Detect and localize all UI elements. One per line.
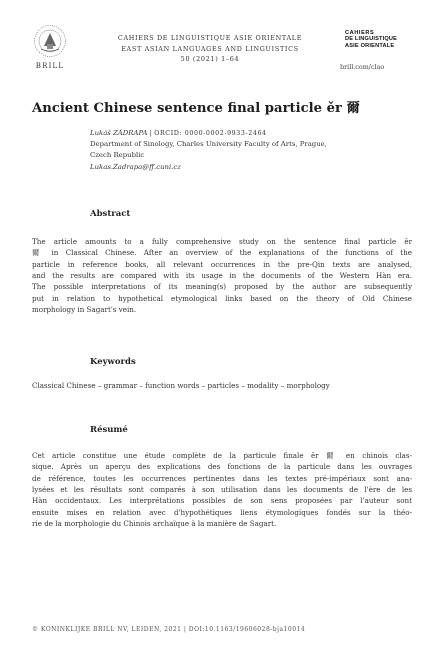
resume-line: sique. Après un aperçu des explications des fonctions de la particule dans les ouvrages [32, 462, 412, 472]
journal-title-en: EAST ASIAN LANGUAGES AND LINGUISTICS [121, 44, 299, 53]
resume-line: Cet article constitue une étude complète de la particule finale ěr 爾 en chinois clas- [32, 451, 412, 460]
copyright-footer: © KONINKLIJKE BRILL NV, LEIDEN, 2021 | DOI:10.1163/19606028-bja10014 [32, 626, 306, 633]
clao-logo-line: DE LINGUISTIQUE [345, 36, 398, 43]
abstract-line: and the results are compared with its usage in the documents of the Western Hàn era. [32, 271, 412, 281]
resume-line: lysées et les résultats sont comparés à son utilisation dans les documents de l'ère de les [32, 485, 412, 495]
author-orcid-link[interactable]: ORCID: 0000-0002-9933-2464 [154, 130, 267, 137]
author-affiliation-country: Czech Republic [90, 151, 145, 160]
resume-line: rie de la morphologie du Chinois archaïque à la manière de Sagart. [32, 519, 277, 529]
resume-line: ensuite mises en relation avec d'hypothétiques liens étymologiques fondés sur la théo- [32, 507, 412, 517]
resume-line: de référence, toutes les occurrences pertinentes dans les textes pré-impériaux sont ana- [32, 473, 412, 483]
journal-header [110, 33, 310, 65]
abstract-line: put in relation to hypothetical etymological links based on the theory of Old Chinese [32, 293, 412, 303]
abstract-line: The article amounts to a fully comprehensive study on the sentence final particle ěr [32, 237, 412, 246]
resume-body [32, 450, 412, 529]
author-email-link[interactable]: Lukas.Zadrapa@ff.cuni.cz [90, 162, 181, 171]
author-affiliation: Department of Sinology, Charles University Faculty of Arts, Prague, [90, 140, 327, 149]
abstract-line: morphology in Sagart's vein. [32, 305, 137, 315]
abstract-body [32, 236, 412, 315]
abstract-line: The possible interpretations of its meaning(s) proposed by the author are subsequently [32, 282, 412, 292]
author-block [90, 128, 420, 173]
abstract-line: 爾 in Classical Chinese. After an overview of the explanations of the functions of the [32, 248, 412, 258]
author-name: Lukáš ZÁDRAPA [90, 129, 148, 137]
resume-heading: Résumé [90, 425, 128, 435]
publisher-wordmark: BRILL [35, 62, 65, 70]
journal-issue: 50 (2021) 1–64 [180, 55, 240, 63]
article-title: Ancient Chinese sentence final particle ěr 爾 [32, 101, 360, 116]
brill-seal-logo [32, 24, 68, 58]
journal-title-fr: CAHIERS DE LINGUISTIQUE ASIE ORIENTALE [117, 34, 303, 42]
separator: | [149, 129, 155, 137]
keywords-heading: Keywords [90, 357, 136, 367]
keywords-list: Classical Chinese – grammar – function words – particles – modality – morphology [32, 381, 330, 390]
abstract-heading: Abstract [90, 209, 131, 219]
journal-url-link[interactable]: brill.com/clao [340, 63, 385, 71]
abstract-line: particle in reference books, all relevant occurrences in the pre-Qin texts are analysed, [32, 259, 412, 269]
clao-logo-line: ASIE ORIENTALE [345, 42, 395, 49]
clao-logo-line: CAHIERS [345, 30, 375, 36]
resume-line: Hàn occidentaux. Les interprétations possibles de son sens proposées par l'auteur sont [32, 496, 412, 506]
clao-journal-logo [345, 30, 413, 49]
